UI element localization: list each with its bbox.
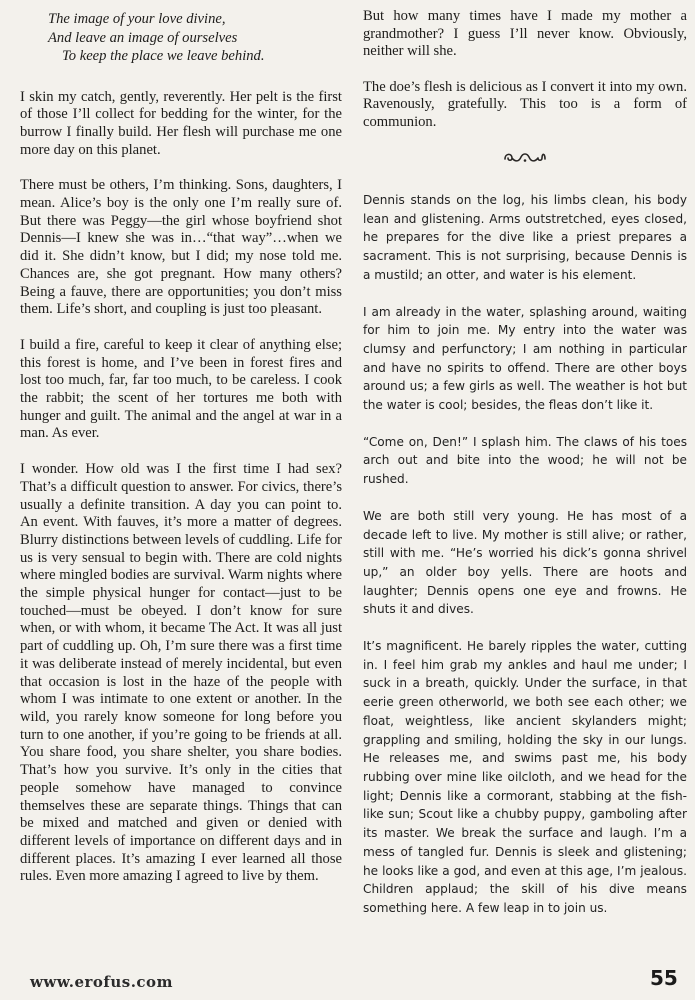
poem-line: The image of your love divine,: [48, 11, 226, 27]
section-break-ornament-icon: [363, 149, 687, 169]
poem-line: And leave an image of ourselves: [48, 29, 238, 46]
poem-excerpt: [48, 10, 342, 66]
body-paragraph: I build a fire, careful to keep it clear of anything else; this forest is home, and I’ve been in forest fires and lost too much, far, far too much, to be careless. I cook the rabbit; the scent of her tortures me both with hunger and guilt. The animal and the angel at war in a man. As ever.: [20, 336, 342, 442]
body-paragraph: But how many times have I made my mother a grandmother? I guess I’ll never know. Obviously, neither will she.: [363, 8, 687, 59]
left-column: [20, 10, 342, 904]
body-paragraph: It’s magnificent. He barely ripples the water, cutting in. I feel him grab my ankles and haul me under; I suck in a breath, quickly. Under the surface, in that eerie green otherworld, we both see each other; we float, weightless, like ancient skylanders might; grappling and smiling, holding the sky in our lungs. He releases me, and swims past me, his body rubbing over mine like oilcloth, and we head for the light; Dennis like a cormorant, stabbing at the fish-like sun; Scout like a chubby puppy, gamboling after its master. We break the surface and laugh. I’m a mess of tangled fur. Dennis is sleek and glistening; he looks like a god, and even at this age, I’m jealous. Children applaud; the skill of his dive means something here. A few leap in to join us.: [363, 639, 687, 915]
body-paragraph: Dennis stands on the log, his limbs clean, his body lean and glistening. Arms outstretched, eyes closed, he prepares for the dive like a priest prepares a sacrament. This is not surprising, because Dennis is a mustild; an otter, and water is his element.: [363, 193, 687, 282]
body-paragraph: There must be others, I’m thinking. Sons, daughters, I mean. Alice’s boy is the only one I’m really sure of. But there was Peggy—the girl whose boyfriend shot Dennis—I knew she was in…“that way”…when we did it. She didn’t know, but I did; my nose told me. Chances are, she got pregnant. How many others? Being a fauve, there are opportunities; you don’t miss them. Life’s short, and coupling is just too pleasant.: [20, 177, 342, 318]
page-number: 55: [650, 966, 678, 990]
body-paragraph: I wonder. How old was I the first time I had sex? That’s a difficult question to answer. For civics, there’s usually a definite transition. A day you can point to. An event. With fauves, it’s more a matter of degrees. Blurry distinctions between levels of cuddling. Life for us is very sensual to begin with. There are cold nights where mingled bodies are survival. Warm nights where the simple physical hunger for contact—just to be touched—must be obeyed. I don’t know for sure when, or with whom, it became The Act. It was all just part of cuddling up. Oh, I’m sure there was a first time it was deliberate instead of merely incidental, but even that occasion is lost in the haze of the people with whom I was intimate to one extent or another. In the wild, you rarely know someone for long before you turn to one another, if you’re going to be friends at all. You share food, you share shelter, you share bodies. That’s how you survive. It’s only in the cities that people somehow have managed to convince themselves these are separate things. Things that can be mixed and matched and given or denied with different levels of importance on different days and in different places. It’s amazing I ever learned all those rules. Even more amazing I agreed to live by them.: [20, 461, 342, 885]
body-paragraph: I am already in the water, splashing around, waiting for him to join me. My entry into the water was clumsy and perfunctory; I am nothing in particular and have no spirits to offend. There are other boys around us; a few girls as well. The weather is hot but the water is cool; besides, the fleas don’t like it.: [363, 304, 687, 413]
body-paragraph: “Come on, Den!” I splash him. The claws of his toes arch out and bite into the wood; he will not be rushed.: [363, 434, 687, 487]
body-paragraph: The doe’s flesh is delicious as I convert it into my own. Ravenously, gratefully. This too is a form of communion.: [363, 78, 687, 130]
poem-line: To keep the place we leave behind.: [62, 48, 265, 64]
body-paragraph: I skin my catch, gently, reverently. Her pelt is the first of those I’ll collect for bedding for the winter, for the burrow I finally build. Her flesh will purchase me one more day on this planet.: [20, 88, 342, 158]
site-watermark: www.erofus.com: [30, 973, 173, 991]
body-paragraph: We are both still very young. He has most of a decade left to live. My mother is still alive; or rather, still with me. “He’s worried his dick’s gonna shrivel up,” an older boy yells. There are hoots and laughter; Dennis opens one eye and frowns. He shuts it and dives.: [363, 508, 687, 617]
right-column: [363, 8, 687, 936]
